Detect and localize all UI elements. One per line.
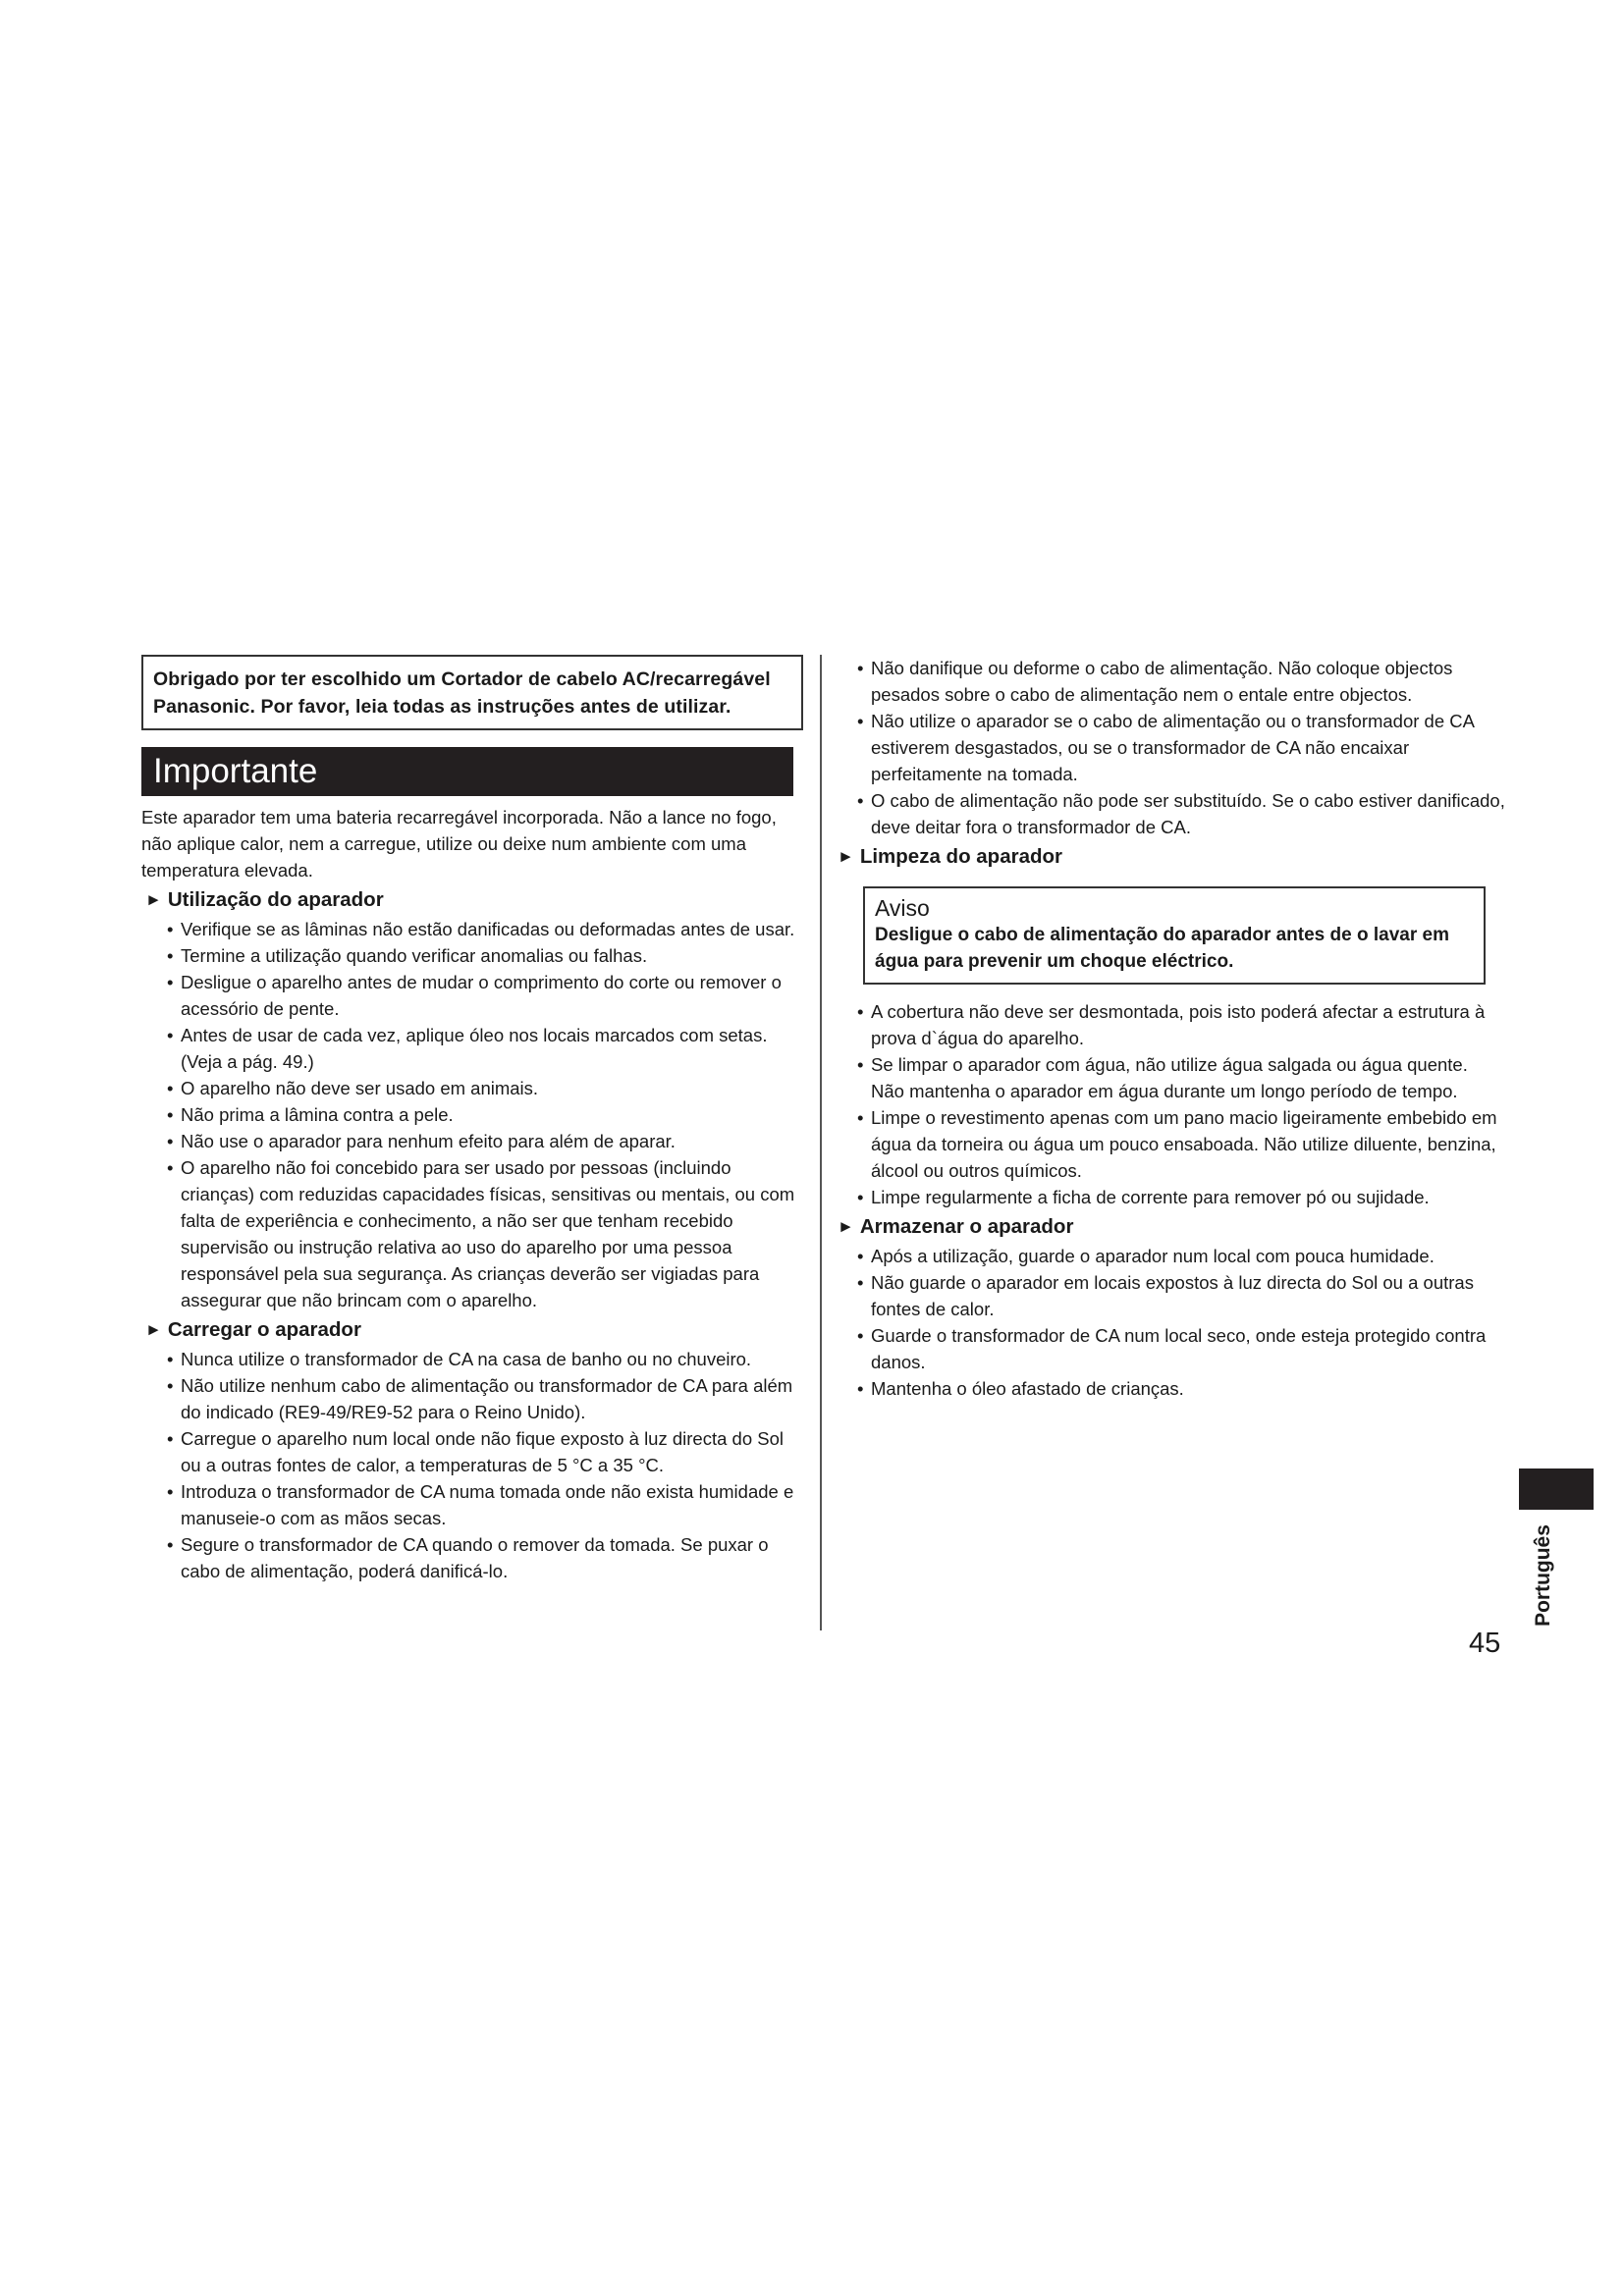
intro-box: Obrigado por ter escolhido um Cortador de cabelo AC/recarregável Panasonic. Por favor, leia todas as instruções antes de utilizar. (141, 655, 803, 730)
list-item: • Se limpar o aparador com água, não utilize água salgada ou água quente. Não mantenha o aparador em água durante um longo período de tempo. (871, 1051, 1505, 1104)
list-item: • Guarde o transformador de CA num local seco, onde esteja protegido contra danos. (871, 1322, 1505, 1375)
list-item: • O cabo de alimentação não pode ser substituído. Se o cabo estiver danificado, deve deitar fora o transformador de CA. (871, 787, 1505, 840)
list-item: • Antes de usar de cada vez, aplique óleo nos locais marcados com setas. (Veja a pág. 49.) (181, 1022, 803, 1075)
list-item: • Mantenha o óleo afastado de crianças. (871, 1375, 1505, 1402)
right-column (838, 655, 1505, 1402)
heading-limpeza: ► Limpeza do aparador (838, 845, 1063, 868)
list-item: • Carregue o aparelho num local onde não fique exposto à luz directa do Sol ou a outras fontes de calor, a temperaturas de 5 °C a 35 °C. (181, 1425, 803, 1478)
list-item: • O aparelho não deve ser usado em animais. (181, 1075, 803, 1101)
list-item: • Nunca utilize o transformador de CA na casa de banho ou no chuveiro. (181, 1346, 803, 1372)
arrow-icon: ► (145, 890, 162, 909)
heading-utilizacao: ► Utilização do aparador (145, 888, 384, 911)
arrow-icon: ► (838, 1217, 854, 1236)
warning-box (863, 886, 1486, 985)
left-column (141, 655, 803, 1584)
list-cord (838, 655, 1505, 840)
page-number: 45 (1469, 1628, 1501, 1659)
language-label: Português (1532, 1524, 1554, 1627)
list-item: • Termine a utilização quando verificar anomalias ou falhas. (181, 942, 803, 969)
column-divider (820, 655, 822, 1630)
list-item: • Verifique se as lâminas não estão danificadas ou deformadas antes de usar. (181, 916, 803, 942)
list-item: • Limpe regularmente a ficha de corrente para remover pó ou sujidade. (871, 1184, 1505, 1210)
list-item: • Não guarde o aparador em locais expostos à luz directa do Sol ou a outras fontes de calor. (871, 1269, 1505, 1322)
list-item: • Limpe o revestimento apenas com um pano macio ligeiramente embebido em água da torneira ou água um pouco ensaboada. Não utilize diluente, benzina, álcool ou outros químicos. (871, 1104, 1505, 1184)
list-armazenar (838, 1243, 1505, 1402)
battery-warning-paragraph: Este aparador tem uma bateria recarregável incorporada. Não a lance no fogo, não aplique calor, nem a carregue, utilize ou deixe num ambiente com uma temperatura elevada. (141, 807, 777, 881)
list-item: • Segure o transformador de CA quando o remover da tomada. Se puxar o cabo de alimentação, poderá danificá-lo. (181, 1531, 803, 1584)
list-item: • O aparelho não foi concebido para ser usado por pessoas (incluindo crianças) com reduzidas capacidades físicas, sensitivas ou mentais, ou com falta de experiência e conhecimento, a não ser que tenham recebido supervisão ou instrução relativa ao uso do aparelho por uma pessoa responsável pela sua segurança. As crianças deverão ser vigiadas para assegurar que não brincam com o aparelho. (181, 1154, 803, 1313)
section-banner-importante: Importante (141, 747, 793, 796)
arrow-icon: ► (838, 847, 854, 866)
list-item: • Não use o aparador para nenhum efeito para além de aparar. (181, 1128, 803, 1154)
list-carregar (141, 1346, 803, 1584)
list-item: • Introduza o transformador de CA numa tomada onde não exista humidade e manuseie-o com as mãos secas. (181, 1478, 803, 1531)
list-item: • Desligue o aparelho antes de mudar o comprimento do corte ou remover o acessório de pente. (181, 969, 803, 1022)
warning-title: Aviso (875, 895, 930, 921)
list-item: • Após a utilização, guarde o aparador num local com pouca humidade. (871, 1243, 1505, 1269)
list-item: • Não prima a lâmina contra a pele. (181, 1101, 803, 1128)
list-item: • Não utilize o aparador se o cabo de alimentação ou o transformador de CA estiverem desgastados, ou se o transformador de CA não encaixar perfeitamente na tomada. (871, 708, 1505, 787)
heading-carregar: ► Carregar o aparador (145, 1318, 361, 1341)
list-utilizacao (141, 916, 803, 1313)
arrow-icon: ► (145, 1320, 162, 1339)
list-limpeza (838, 998, 1505, 1210)
warning-text: Desligue o cabo de alimentação do aparador antes de o lavar em água para prevenir um choque eléctrico. (875, 925, 1449, 972)
list-item: • Não danifique ou deforme o cabo de alimentação. Não coloque objectos pesados sobre o cabo de alimentação nem o entale entre objectos. (871, 655, 1505, 708)
list-item: • A cobertura não deve ser desmontada, pois isto poderá afectar a estrutura à prova d`água do aparelho. (871, 998, 1505, 1051)
language-tab-marker (1519, 1468, 1594, 1510)
list-item: • Não utilize nenhum cabo de alimentação ou transformador de CA para além do indicado (RE9-49/RE9-52 para o Reino Unido). (181, 1372, 803, 1425)
heading-armazenar: ► Armazenar o aparador (838, 1215, 1074, 1238)
